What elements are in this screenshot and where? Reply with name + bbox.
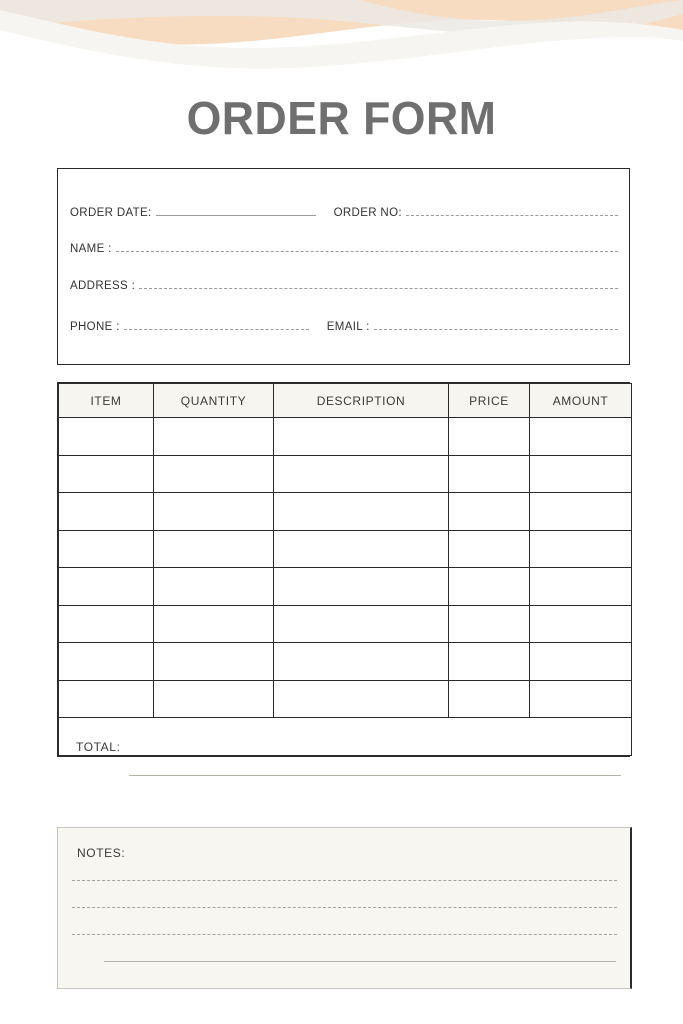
cell-description[interactable] (274, 568, 449, 606)
table-row (59, 605, 632, 643)
header-wave-decoration (0, 0, 683, 90)
order-no-input[interactable] (406, 203, 618, 216)
cell-quantity[interactable] (154, 605, 274, 643)
cell-description[interactable] (274, 530, 449, 568)
table-row (59, 455, 632, 493)
name-row (70, 239, 618, 259)
cell-price[interactable] (449, 605, 530, 643)
column-header-quantity: QUANTITY (154, 384, 274, 418)
address-input[interactable] (139, 276, 618, 289)
cell-description[interactable] (274, 493, 449, 531)
wave-peach-shape (0, 0, 683, 45)
cell-price[interactable] (449, 530, 530, 568)
cell-amount[interactable] (530, 493, 632, 531)
notes-line-4[interactable] (104, 961, 616, 962)
table-row (59, 680, 632, 718)
cell-quantity[interactable] (154, 530, 274, 568)
cell-quantity[interactable] (154, 680, 274, 718)
column-header-amount: AMOUNT (530, 384, 632, 418)
total-value-input[interactable] (129, 775, 621, 776)
cell-item[interactable] (59, 605, 154, 643)
cell-item[interactable] (59, 418, 154, 456)
total-label: TOTAL: (76, 740, 121, 754)
column-header-item: ITEM (59, 384, 154, 418)
cell-price[interactable] (449, 418, 530, 456)
cell-amount[interactable] (530, 568, 632, 606)
cell-amount[interactable] (530, 418, 632, 456)
wave-gray-shape (0, 0, 683, 36)
notes-line-2[interactable] (72, 907, 617, 908)
cell-quantity[interactable] (154, 455, 274, 493)
address-label: ADDRESS : (70, 280, 136, 292)
cell-quantity[interactable] (154, 493, 274, 531)
cell-description[interactable] (274, 643, 449, 681)
column-header-description: DESCRIPTION (274, 384, 449, 418)
cell-description[interactable] (274, 418, 449, 456)
notes-label: NOTES: (77, 846, 126, 860)
table-row (59, 568, 632, 606)
cell-item[interactable] (59, 493, 154, 531)
table-row (59, 418, 632, 456)
phone-input[interactable] (124, 317, 309, 330)
phone-label: PHONE : (70, 321, 120, 333)
notes-line-3[interactable] (72, 934, 617, 935)
cell-amount[interactable] (530, 530, 632, 568)
items-table-body (59, 418, 632, 756)
wave-cream-shape (0, 10, 683, 90)
cell-amount[interactable] (530, 455, 632, 493)
items-table-header-row (59, 384, 632, 418)
cell-quantity[interactable] (154, 643, 274, 681)
wave-cream-lower-shape (0, 30, 683, 90)
cell-item[interactable] (59, 643, 154, 681)
order-date-label: ORDER DATE: (70, 207, 152, 219)
cell-price[interactable] (449, 568, 530, 606)
cell-item[interactable] (59, 680, 154, 718)
cell-price[interactable] (449, 493, 530, 531)
cell-amount[interactable] (530, 680, 632, 718)
table-row (59, 530, 632, 568)
cell-item[interactable] (59, 455, 154, 493)
customer-info-box (57, 168, 630, 365)
name-input[interactable] (116, 239, 618, 252)
table-row (59, 643, 632, 681)
cell-price[interactable] (449, 643, 530, 681)
email-input[interactable] (374, 317, 618, 330)
cell-price[interactable] (449, 680, 530, 718)
notes-line-1[interactable] (72, 880, 617, 881)
notes-box (57, 827, 632, 989)
order-date-and-number-row (70, 203, 618, 223)
name-label: NAME : (70, 243, 112, 255)
page-title: ORDER FORM (186, 92, 497, 144)
cell-description[interactable] (274, 605, 449, 643)
total-row (59, 718, 632, 756)
cell-amount[interactable] (530, 643, 632, 681)
cell-quantity[interactable] (154, 418, 274, 456)
total-cell (59, 718, 632, 756)
cell-item[interactable] (59, 530, 154, 568)
address-row (70, 276, 618, 296)
cell-item[interactable] (59, 568, 154, 606)
cell-description[interactable] (274, 455, 449, 493)
phone-and-email-row (70, 317, 618, 337)
cell-amount[interactable] (530, 605, 632, 643)
order-date-input[interactable] (156, 203, 316, 216)
cell-description[interactable] (274, 680, 449, 718)
table-row (59, 493, 632, 531)
items-table (58, 383, 632, 756)
cell-quantity[interactable] (154, 568, 274, 606)
email-label: EMAIL : (326, 321, 370, 333)
order-no-label: ORDER NO: (333, 207, 402, 219)
cell-price[interactable] (449, 455, 530, 493)
column-header-price: PRICE (449, 384, 530, 418)
items-table-container (57, 382, 630, 757)
